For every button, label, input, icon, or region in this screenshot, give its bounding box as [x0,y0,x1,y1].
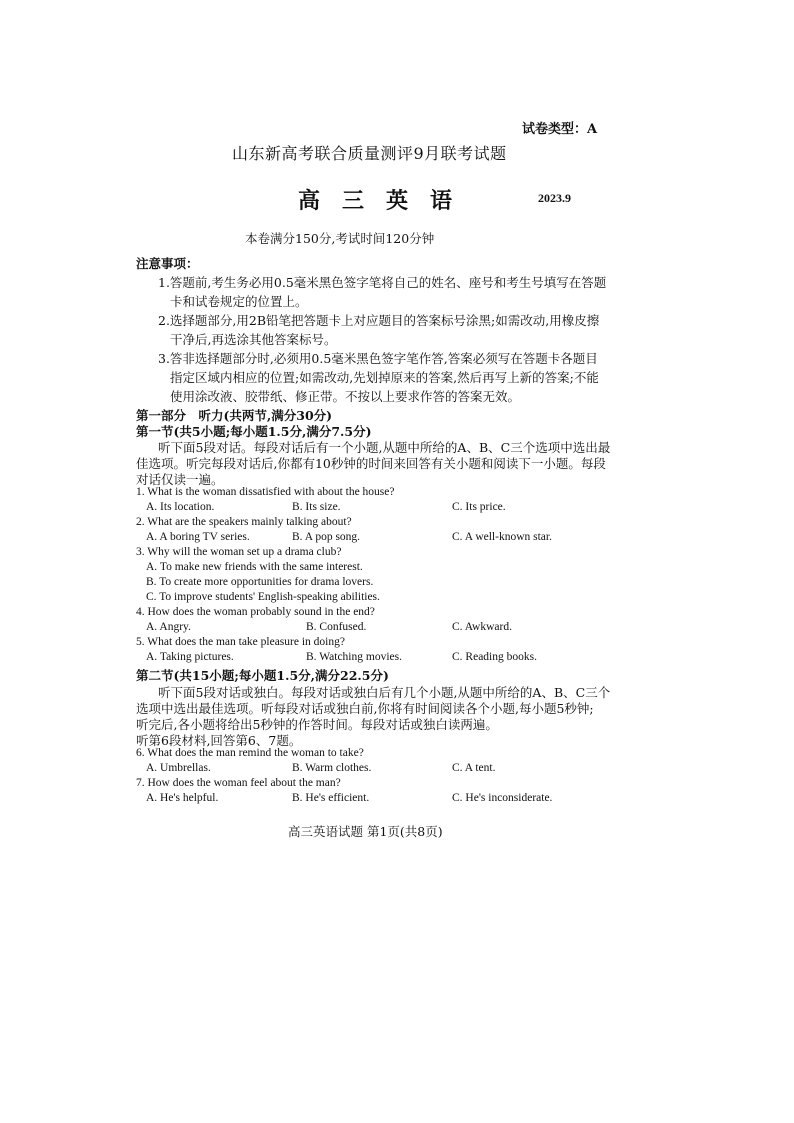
notice-item-3-line-1: 3.答非选择题部分时,必须用0.5毫米黑色签字笔作答,答案必须写在答题卡各题目 [158,351,598,366]
section1-heading: 第一节(共5小题;每小题1.5分,满分7.5分) [136,424,372,439]
q4-option-c: C. Awkward. [452,621,512,633]
q5-option-b: B. Watching movies. [306,651,402,663]
question-1: 1. What is the woman dissatisfied with about the house? [136,486,395,498]
section2-instruction-line-2: 选项中选出最佳选项。听每段对话或独白前,你将有时间阅读各个小题,每小题5秒钟; [136,701,594,716]
q4-option-a: A. Angry. [146,621,191,633]
page-footer: 高三英语试题 第1页(共8页) [288,824,443,839]
notice-item-1-line-1: 1.答题前,考生务必用0.5毫米黑色签字笔将自己的姓名、座号和考生号填写在答题 [158,275,607,290]
q1-option-b: B. Its size. [292,501,341,513]
exam-title: 山东新高考联合质量测评9月联考试题 [232,144,507,163]
q2-option-b: B. A pop song. [292,531,361,543]
q3-option-b: B. To create more opportunities for drama lovers. [146,576,374,588]
part1-heading: 第一部分 听力(共两节,满分30分) [136,408,333,423]
section1-instruction-line-3: 对话仅读一遍。 [136,472,224,487]
exam-date: 2023.9 [538,191,571,205]
q1-option-c: C. Its price. [452,501,506,513]
q6-option-c: C. A tent. [452,762,496,774]
q3-option-c: C. To improve students' English-speaking abilities. [146,591,380,603]
section1-instruction-line-1: 听下面5段对话。每段对话后有一个小题,从题中所给的A、B、C三个选项中选出最 [158,440,611,455]
notice-heading: 注意事项： [136,256,199,271]
material-6-note: 听第6段材料,回答第6、7题。 [136,733,302,748]
q4-option-b: B. Confused. [306,621,367,633]
question-2: 2. What are the speakers mainly talking about? [136,516,352,528]
section2-heading: 第二节(共15小题;每小题1.5分,满分22.5分) [136,668,389,683]
paper-type-label: 试卷类型：A [522,122,598,137]
notice-item-1-line-2: 卡和试卷规定的位置上。 [170,294,308,309]
question-4: 4. How does the woman probably sound in the end? [136,606,375,618]
question-7: 7. How does the woman feel about the man? [136,777,341,789]
subject-title: 高 三 英 语 [298,188,453,214]
section1-instruction-line-2: 佳选项。听完每段对话后,你都有10秒钟的时间来回答有关小题和阅读下一小题。每段 [136,456,606,471]
section2-instruction-line-3: 听完后,各小题将给出5秒钟的作答时间。每段对话或独白读两遍。 [136,717,498,732]
q5-option-a: A. Taking pictures. [146,651,234,663]
q3-option-a: A. To make new friends with the same interest. [146,561,363,573]
q6-option-a: A. Umbrellas. [146,762,211,774]
q5-option-c: C. Reading books. [452,651,537,663]
q7-option-a: A. He's helpful. [146,792,219,804]
question-5: 5. What does the man take pleasure in doing? [136,636,345,648]
q7-option-b: B. He's efficient. [292,792,370,804]
q2-option-a: A. A boring TV series. [146,531,250,543]
q2-option-c: C. A well-known star. [452,531,552,543]
notice-item-3-line-2: 指定区域内相应的位置;如需改动,先划掉原来的答案,然后再写上新的答案;不能 [170,370,599,385]
question-6: 6. What does the man remind the woman to take? [136,747,364,759]
notice-item-2-line-1: 2.选择题部分,用2B铅笔把答题卡上对应题目的答案标号涂黑;如需改动,用橡皮擦 [158,313,600,328]
question-3: 3. Why will the woman set up a drama club? [136,546,342,558]
q1-option-a: A. Its location. [146,501,215,513]
q6-option-b: B. Warm clothes. [292,762,372,774]
notice-item-2-line-2: 干净后,再选涂其他答案标号。 [170,332,337,347]
q7-option-c: C. He's inconsiderate. [452,792,553,804]
score-time-note: 本卷满分150分,考试时间120分钟 [245,231,435,246]
section2-instruction-line-1: 听下面5段对话或独白。每段对话或独白后有几个小题,从题中所给的A、B、C三个 [158,685,611,700]
notice-item-3-line-3: 使用涂改液、胶带纸、修正带。不按以上要求作答的答案无效。 [170,389,521,404]
